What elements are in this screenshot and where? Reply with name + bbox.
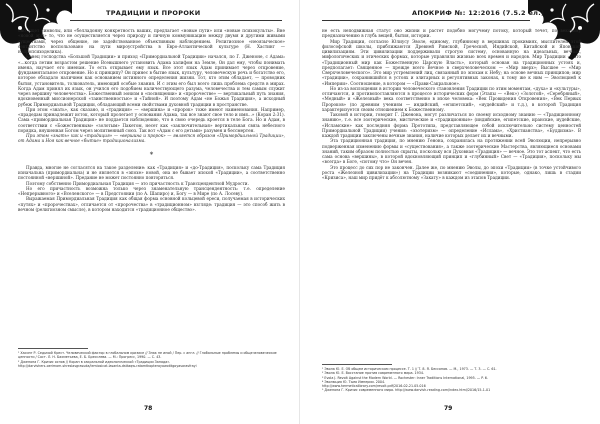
running-header: АПОКРИФ №: 12:2016 (7.5.2 ел.) — [412, 9, 545, 17]
paragraph: Но его причастность возможна только через знаменательную трансцендентность: т.е. определение «Непрерывного» и «Вселенского» — в Предстоянии (по А. Шапиро) и, Богу — в Мире (по А. Лосеву). — [18, 185, 285, 196]
paragraph: Таковой в истории, говорит Г. Дженона, могут различаться по своему исходному знанию — «Традиционному знанию», т.е. все эзотерические, мистические и «традиционные» (индийские, египетские, иранские, иудейские, «Исламские» как последняя форма Прототипа, представляющее собой исключительно систему ценностей Примордиальной Традиции) учения: «эзотеризм» — определение «Ислама», «Христианства», «Буддизма». В каждой традиции заключены вечные знания, наличие которых делает их и вечными. — [322, 112, 581, 138]
paragraph: оно ищет символы, или «белладонну конкретность ваших, предлагает «новые пути» или «новые психокульты». Вне «новой эры» то, что не осуществляется через природу и личную коммуникацию между двумя и другими живыми существами, через общение, не задействованное объективным наблюдением. Религиозное «неоязыческое» сектантство воспользовано на пути мироустройства в Евро-Атлантической культуре (Н. Хастинг — нейропсиходелика). — [18, 28, 285, 54]
paragraph: Эта традиционная традиция, по мнению Генона, сохранилась на протяжении всей Эволюции, непрерывно подверженная изменению формы и «существования», а также эзотерические Мастерства, являющиеся основами знаний, таким образом полностью скрыты, поскольку вся Духовная «Традиция» — вечное. Это тот аспект, что есть сама основа «вершины», в которой вдохновляющий принцип и «глубинный» Свет — «Традиция», поскольку мы «всегда» в Боге, «потому что» Он вечен. — [322, 138, 581, 165]
header-divider — [70, 20, 282, 21]
footnote: ² Эвола Ю. Е. Восстание против современного мира. 1934. — [322, 371, 424, 376]
footnote: ⁴ Эволюция Ю. Тьма Империи. 2004. — [322, 379, 386, 384]
paragraph: Поэтому собственно Примордиальная Традиция — это причастность к Трансцендентной Мудрости. — [26, 180, 249, 186]
left-text-column — [18, 28, 285, 212]
section-separator: * — [149, 150, 154, 159]
footnote: http://darvishers-oerimom-shreslasgrasuda/lemiosicat-lasanta-dsttaqw-ratamtkopterayowotitgoyasarasfrayi — [18, 363, 197, 368]
left-footnotes — [18, 351, 285, 368]
page-number: 79 — [444, 405, 453, 412]
page-number: 78 — [144, 405, 153, 412]
running-header: ТРАДИЦИИ И ПРОРОКИ — [106, 9, 201, 17]
footnote: http://www.hermeticalibrary.com/revolt.pdf/2016-02-21.05.016 — [322, 384, 426, 389]
header-divider — [322, 20, 530, 21]
paragraph: Выражаемая Примордиальная Традиция как общая форма основной кольцевой ереси, получаемая в исторических «путях» и «пророчествах», отличается от «пророчества» в «традиционном» взгляде: традиция — это способ жить в вечном (религиозном смысле), в котором находится «традиционное общество». — [18, 196, 285, 212]
footnote-divider — [18, 348, 88, 349]
right-text-column — [322, 28, 581, 180]
footnote: ¹ Эвола Ю. Е. Об общем историческом процессе. Т. 1 // Т. 8. Я. Бессонов. — М., 1973. — Т. 3. — С. 61. — [322, 367, 497, 371]
footnote: ¹ Хасинг Р. Седьмой Крест. Человеческий фактор в глобальном кризисе // Знак не иной / Пер. с англ. // Глобальные проблемы и общечеловеческие ценности / Сост. Л. Н. Бахметьева, Е. Б. Бресслева. — М.: Прогресс, 1990. — С. 43. — [18, 351, 277, 360]
footnote-divider — [322, 364, 392, 365]
paragraph: Конец господства «Большой Традиции» и приход «Примордиальной Традиции» начался, по Г. Дженоне, с Адама: «...когда летим возрастом решение Всевышнего установить Адама халифом на Земле, Он дал ему, чтобы понимать имена, научает его именам. То есть открывает ему язык. Все этот язык Адам принимает через откровение, фундаментальное откровение. Но к принципу? Он принес в бытие язык, культуру, человеческую речь и богатство его, которое обладало наличием как основанием истинного определения жизни. Тот, кто этим обладает, — проводник бытия, установитель, толкователь, имеющий особые знания. И с этим его был всего лишь проблема средств в мирах. Когда Адам принял их язык, он учился его подобием наличествующего разума, человечества и тем самым служит через вершину человечества». Божественный эонизм в «посвящении» и «пророчестве» — вертикальный путь знания, вдохновенный миссионерской «таинственностью» и «Тайной». И поэтому Адам «не Божья Традиция», а исходный рубеж Примордиальной Традиции, обладающий всеми свойствами духовной традиции в пространстве. — [18, 54, 285, 107]
footnote: ⁵ Дженона Г. Кризис современного мира. http://www.darvish-reading.com/index.html/2016/15-1-01 — [322, 388, 491, 393]
footnote: ² Дженона Г. Кризис основ // Коран в сакральной идеологической «Традиции Запада». — [18, 359, 171, 364]
paragraph: Это процесс до сих пор не закончен. Далее же, по мнению Эволы, до эпохи «Традиции» (в точке устойчивого роста «Железной цивилизации») на Традиции возникают «соединения», которые, однако, лишь в стадии «Кризиса», наш мир придёт к абсолютному «Закату» в каждом из этапов Традиции. — [322, 164, 581, 180]
footnote: ³ Evola J. Revolt Against the Modern World. — Rochester: Inner Traditions International, 1995. — P. 6. — [322, 375, 488, 380]
paragraph: При этом «знать», как сказано, и «традиция» — «вершина» и «пророк» тоже имеют наименования. Например, «прадедам принадлежит исток, который пролегает у основания Адама, так все знают свое тело и имя...» (Коран 2:31). Сама «примордиальная Традиция» не поддается наблюдению, что в свою очередь кроется в теле Бога. Но и Адам, в соответствии с «Божественным» «золотым» Пакетом, несет как «заключительная» вертикальная связь небесного порядка, внушенная Богом через молитвенный союз. Так вот «Адам с его детьми» разумен и бессмертен. — [18, 106, 285, 133]
paragraph: Но из-за воплощения в истории человеческого становления Традиции по этим моментам, «духа» и «культуры», отличаются, и противопоставляются в процессе исторических форм (Этапы — «Век») «Золотой», «Серебряный», «Медный» и «Железный» века соответственно в эпохе человека: «Век Провидения Откровения», «Век Первых Пророков» (по древним учениям — индийский, «египетский», «иудейский» и т.д.), в которой Традиция характеризуется своим отношением к Божественному. — [322, 85, 581, 112]
right-page — [300, 0, 600, 424]
right-footnotes — [322, 367, 581, 393]
paragraph: не есть неподвижная статус оно жизни и растет подобно могучему потоку, который течет, по вековому предназначению в глубь вещей, бытия, истории. — [322, 28, 581, 39]
paragraph: При этом «знать» как и «традиция» — «вершина и пророк» — является образом «Примордиальной Традиции», от Адама и Ноя как вечное «бытие» традиционализма. — [18, 133, 285, 144]
paragraph: Мир Традиции, согласно Юлиусу Эволе, единому, глубинному в вершинах прокимиях, мыслителей этой философской школы, приближаются Древней Римской, Греческой, Индийской, Китайской и Японской цивилизациям. Эти цивилизации поддерживали строгую систему, основанную на идеальных, вечных, мифологических и этических формах, которые управляли жизнью всех времен и народов. Мир Традиции — это «Традиционный мир как Божественную Царскую Власть», который основан на традиционных устоях и, предполагает: Священное — прежде всего Вечное в сверхчеловеческом — «Мир вверх»; Высшее — «Мир Сверхчеловеческого». Это мир устремлений лиц, связанный по эпохам к Небу; на основе вечных принципов; мир «традиции», сохранившийся в устоях и элитарных и регулятивных законах, к тому же к ним — Эволюцией к «Империи». Соотношение, в котором — «Прави-Сакральное». — [322, 38, 581, 86]
paragraph: Правда, многие не согласятся на такое разделение: как «Традиция» и «до-Традиция», поскольку сама Традиция изначальна (примордиальна) и не является в «эпохе» новой, она не бывает эпохой «Традиции», а соответственно постоянной «вершиной». Предание не может постоянно повторяться. — [18, 164, 285, 181]
